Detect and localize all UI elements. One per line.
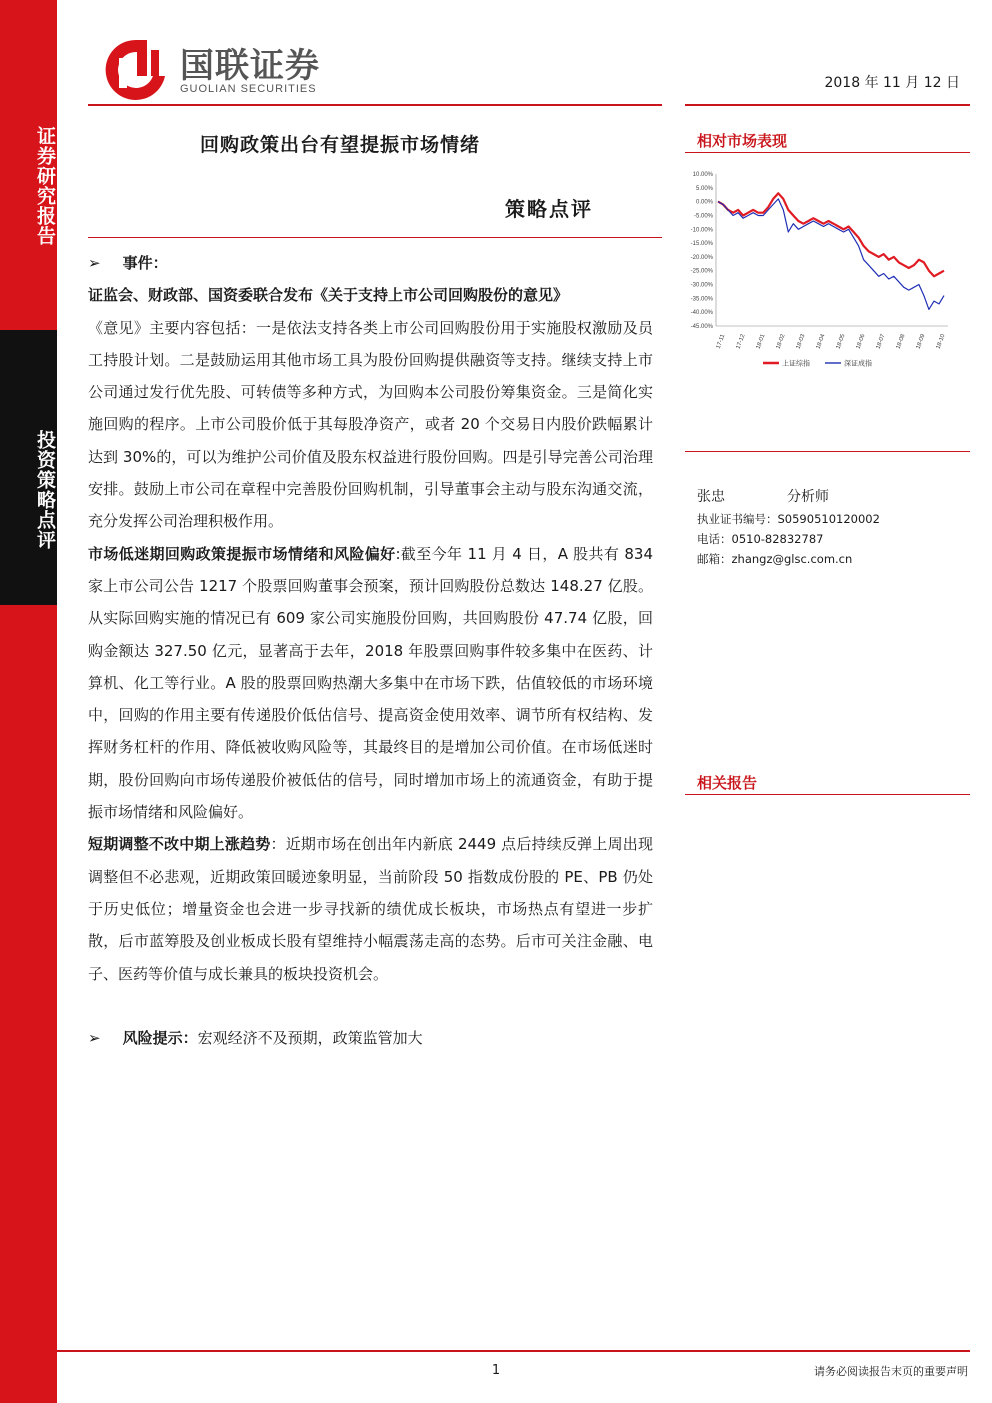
chart-legend	[763, 359, 872, 368]
y-axis	[691, 172, 716, 330]
y-tick-label: -30.00%	[690, 282, 713, 289]
relative-performance-chart	[680, 165, 970, 380]
x-tick-label: 17-11	[715, 333, 727, 350]
y-tick-label: 5.00%	[695, 185, 713, 192]
logo-text-cn: 国联证券	[180, 46, 320, 86]
legend-label: 深证成指	[844, 359, 872, 368]
x-tick-label: 18-06	[855, 333, 867, 350]
y-tick-label: -5.00%	[693, 213, 713, 220]
paragraph-trend-lead: 短期调整不改中期上涨趋势	[88, 835, 271, 854]
market-rule	[685, 152, 970, 153]
y-tick-label: -40.00%	[690, 310, 713, 317]
y-tick-label: -10.00%	[690, 227, 713, 234]
report-date: 2018 年 11 月 12 日	[824, 75, 960, 91]
x-tick-label: 18-02	[775, 333, 787, 350]
analyst-role: 分析师	[787, 489, 829, 505]
paragraph-market-text: :截至今年 11 月 4 日，A 股共有 834 家上市公司公告 1217 个股票回购董事会预案，预计回购股份总数达 148.27 亿股。从实际回购实施的情况已有 609 家公司实施股份回购，共回购股份 47.74 亿股，回购金额达 327.50 亿元，显著高于去年，2018 年股票回购事件较多集中在医药、计算机、化工等行业。A 股的股票回购热潮大多集中在市场下跌，估值较低的市场环境中，回购的作用主要有传递股价低估信号、提高资金使用效率、调节所有权结构、发挥财务杠杆的作用、降低被收购风险等，其最终目的是增加公司价值。在市场低迷时期，股份回购向市场传递股价被低估的信号，同时增加市场上的流通资金，有助于提振市场情绪和风险偏好。	[88, 544, 653, 822]
y-tick-label: -25.00%	[690, 268, 713, 275]
event-label: 事件：	[122, 254, 168, 272]
company-logo	[97, 36, 357, 102]
y-tick-label: -20.00%	[690, 254, 713, 261]
x-tick-label: 18-05	[835, 333, 847, 350]
report-title: 回购政策出台有望提振市场情绪	[200, 134, 481, 156]
analyst-name-row	[697, 485, 880, 509]
x-tick-label: 18-09	[915, 333, 927, 350]
y-tick-label: 0.00%	[695, 199, 713, 206]
main-content	[88, 247, 653, 1054]
paragraph-opinion: 《意见》主要内容包括：一是依法支持各类上市公司回购股份用于实施股权激励及员工持股计划。二是鼓励运用其他市场工具为股份回购提供融资等支持。继续支持上市公司通过发行优先股、可转债等多种方式，为回购本公司股份筹集资金。三是简化实施回购的程序。上市公司股价低于其每股净资产，或者 20 个交易日内股价跌幅累计达到 30%的，可以为维护公司价值及股东权益进行股份回购。四是引导完善公司治理安排。鼓励上市公司在章程中完善股份回购机制，引导董事会主动与股东沟通交流，充分发挥公司治理积极作用。	[88, 318, 653, 531]
paragraph-market-lead: 市场低迷期回购政策提振市场情绪和风险偏好	[88, 544, 396, 563]
related-rule	[685, 794, 970, 795]
series-line	[718, 193, 944, 276]
x-tick-label: 18-07	[875, 333, 887, 350]
sidebar-red-bottom	[0, 605, 57, 1403]
legend-label: 上证综指	[782, 359, 810, 368]
bullet-arrow-icon: ➢	[88, 1028, 101, 1047]
x-tick-label: 18-04	[815, 333, 827, 350]
y-tick-label: -45.00%	[690, 324, 713, 330]
analyst-info	[697, 485, 880, 569]
related-reports-title: 相关报告	[697, 774, 758, 792]
analyst-email[interactable]: 邮箱：zhangz@glsc.com.cn	[697, 552, 853, 566]
footer-disclaimer: 请务必阅读报告末页的重要声明	[814, 1365, 968, 1378]
header-rule-right	[685, 104, 970, 106]
x-tick-label: 18-03	[795, 333, 807, 350]
report-subtitle: 策略点评	[505, 197, 593, 221]
page-number: 1	[491, 1363, 501, 1378]
x-axis	[716, 326, 948, 350]
paragraph-trend-text: ：近期市场在创出年内新底 2449 点后持续反弹上周出现调整但不必悲观，近期政策回暖迹象明显，当前阶段 50 指数成份股的 PE、PB 仍处于历史低位；增量资金也会进一步寻找新的绩优成长板块，市场热点有望进一步扩散，后市蓝筹股及创业板成长股有望维持小幅震荡走高的态势。后市可关注金融、电子、医药等价值与成长兼具的板块投资机会。	[88, 835, 653, 983]
y-tick-label: -15.00%	[690, 241, 713, 248]
market-performance-title: 相对市场表现	[697, 132, 788, 150]
sidebar-category: 投资策略点评	[34, 430, 56, 550]
analyst-phone: 电话：0510-82832787	[697, 532, 824, 546]
paragraph-trend	[88, 828, 653, 989]
event-headline: 证监会、财政部、国资委联合发布《关于支持上市公司回购股份的意见》	[88, 286, 569, 305]
series-lines	[718, 193, 944, 309]
footer-rule	[57, 1350, 970, 1352]
x-tick-label: 18-10	[935, 333, 947, 350]
sidebar-report-type: 证券研究报告	[34, 126, 56, 246]
spacer	[88, 990, 653, 1022]
risk-line	[88, 1022, 653, 1054]
y-tick-label: -35.00%	[690, 296, 713, 303]
y-tick-label: 10.00%	[692, 172, 713, 178]
x-tick-label: 17-12	[735, 333, 747, 350]
x-tick-label: 18-01	[755, 333, 767, 350]
analyst-name: 张忠	[697, 489, 725, 505]
logo-mark-icon	[97, 36, 173, 100]
risk-label: 风险提示：	[122, 1028, 198, 1047]
header-rule-left	[88, 104, 662, 106]
series-line	[718, 199, 944, 310]
chart-bottom-rule	[685, 451, 970, 452]
bullet-arrow-icon: ➢	[88, 254, 101, 272]
event-heading	[88, 247, 653, 279]
risk-text: 宏观经济不及预期，政策监管加大	[197, 1028, 423, 1047]
title-rule	[88, 237, 662, 238]
logo-text-en: GUOLIAN SECURITIES	[180, 83, 317, 95]
x-tick-label: 18-08	[895, 333, 907, 350]
paragraph-market	[88, 538, 653, 829]
analyst-license: 执业证书编号：S0590510120002	[697, 512, 880, 526]
